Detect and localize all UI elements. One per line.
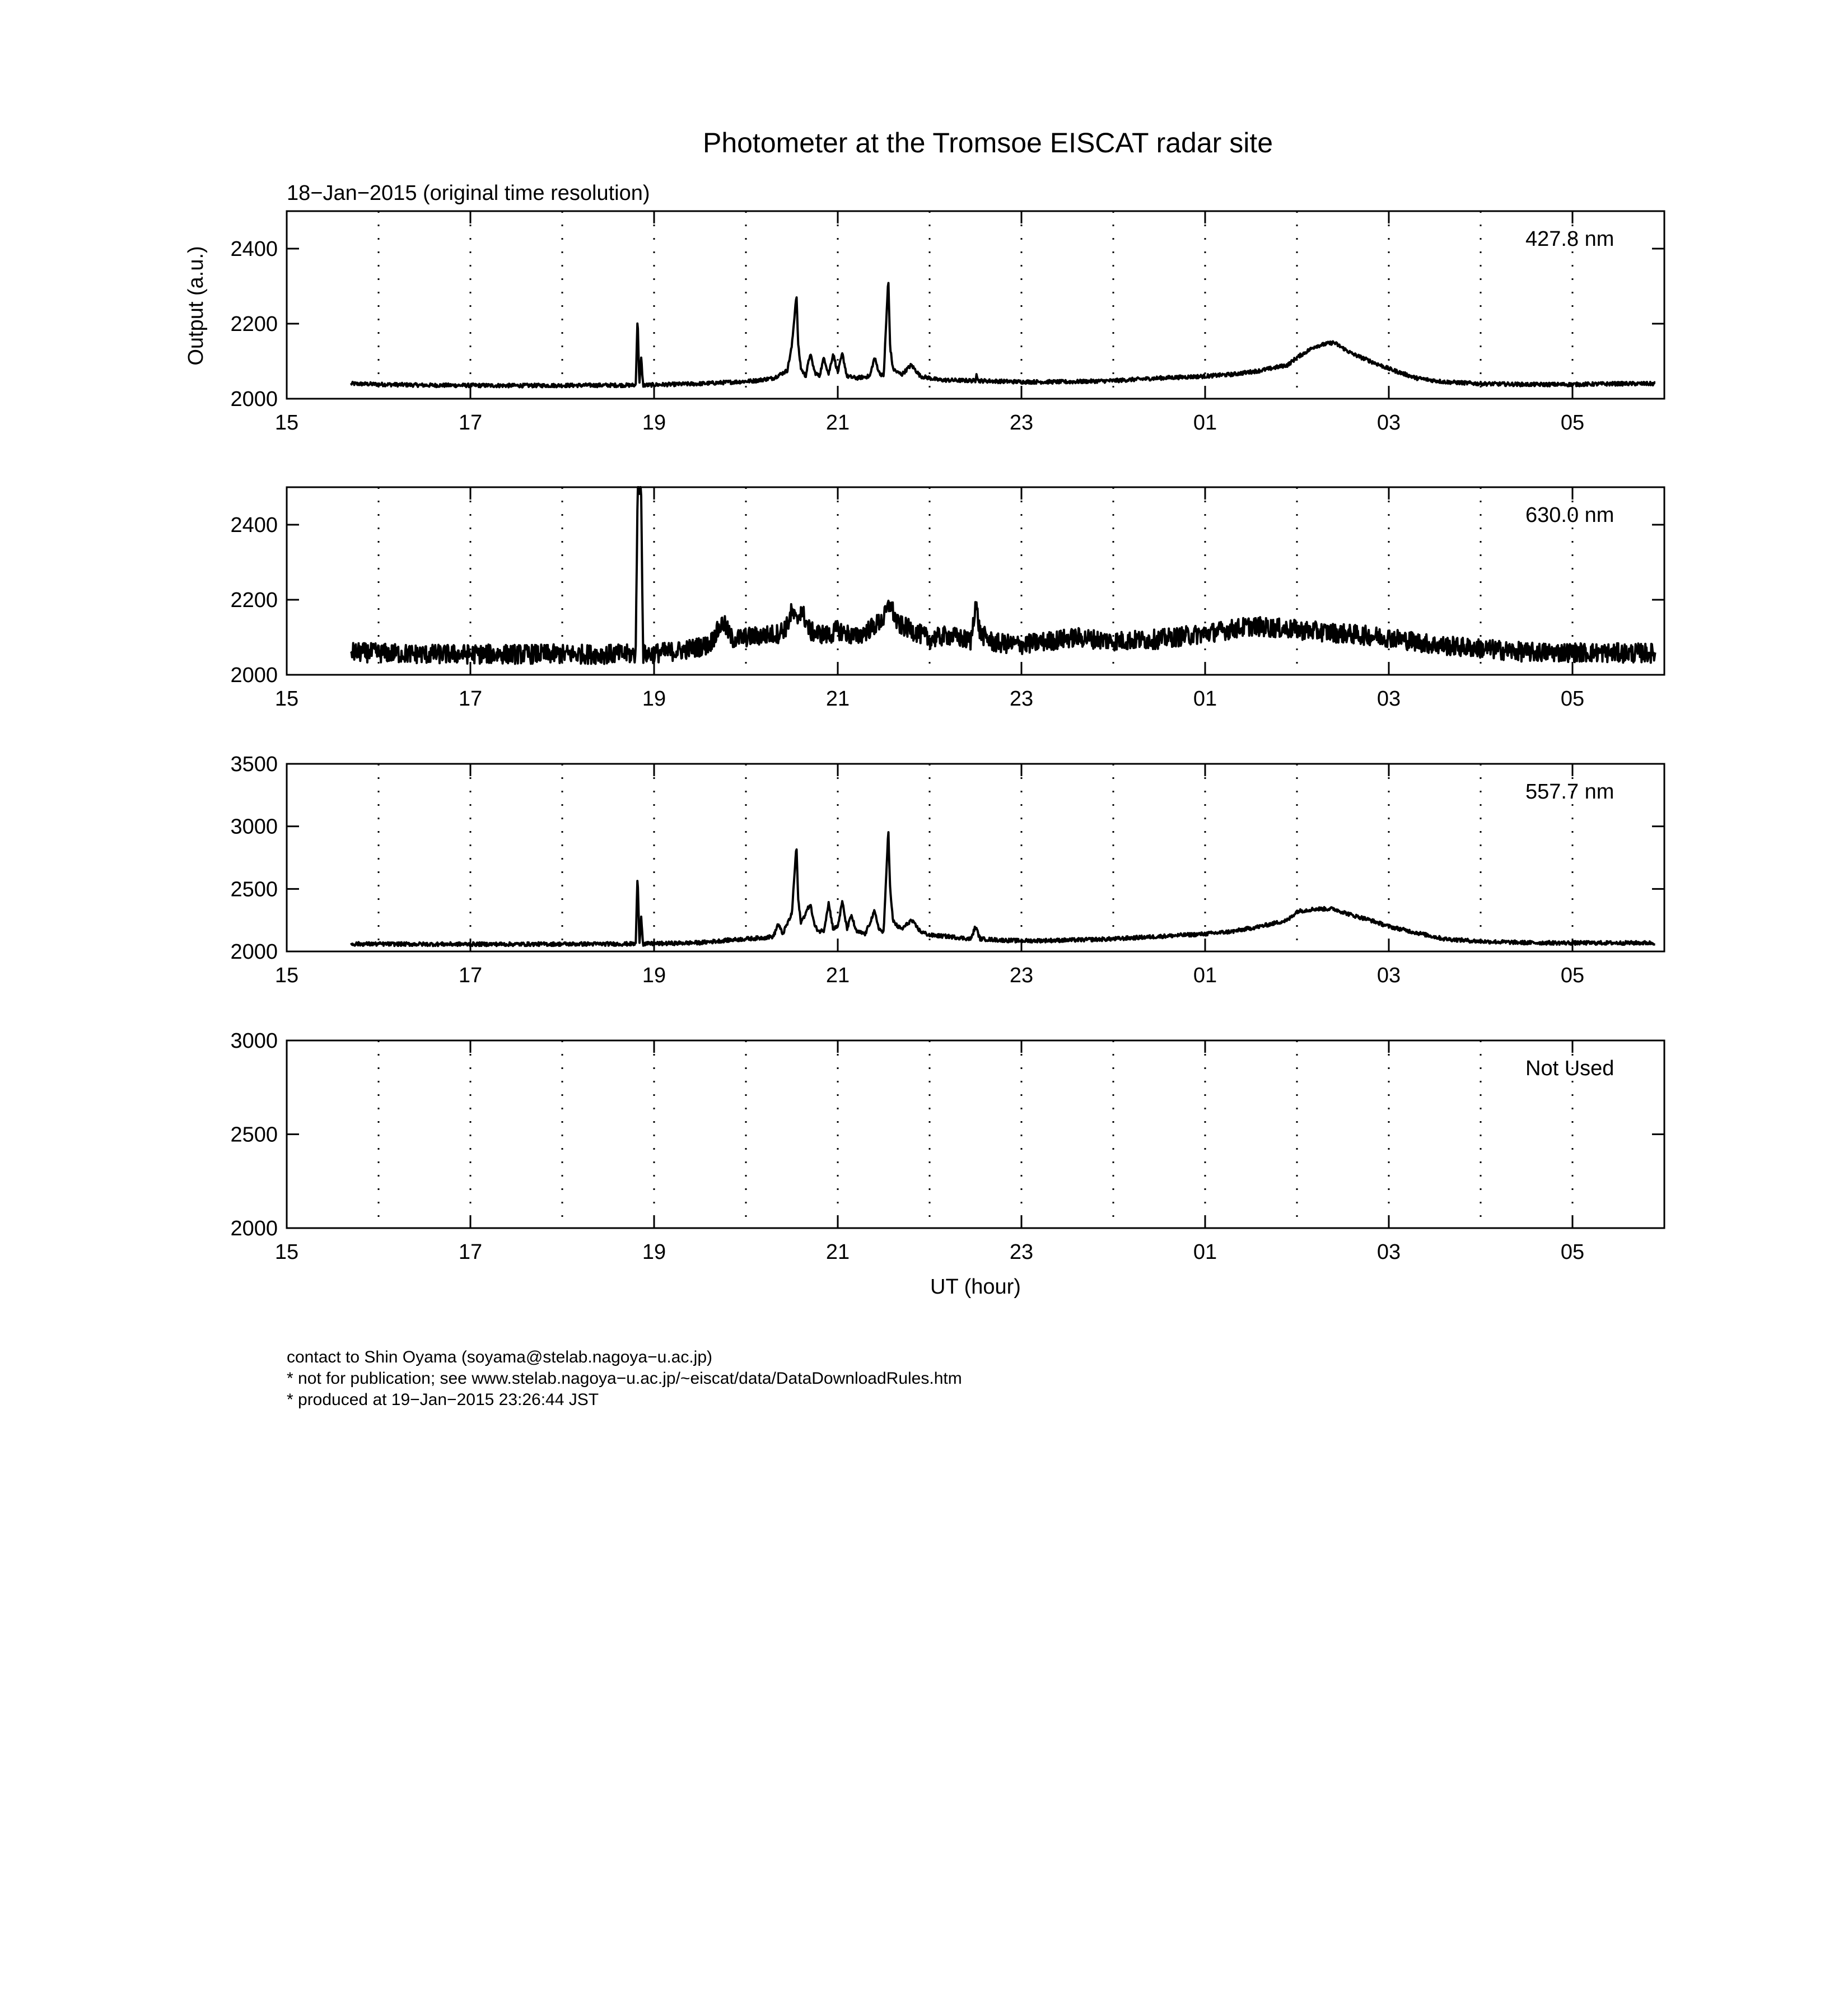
- x-tick-label: 19: [642, 687, 666, 711]
- panel-label: Not Used: [1525, 1057, 1614, 1080]
- x-axis-label: UT (hour): [930, 1275, 1021, 1299]
- x-tick-label: 03: [1376, 964, 1401, 987]
- x-tick-label: 17: [458, 964, 483, 987]
- x-tick-label: 15: [274, 1240, 299, 1264]
- panel-label: 427.8 nm: [1525, 227, 1614, 251]
- panel-3: [230, 753, 1664, 987]
- y-tick-label: 2400: [230, 237, 278, 261]
- y-tick-label: 2000: [230, 1217, 278, 1240]
- y-tick-label: 3500: [230, 753, 278, 776]
- x-tick-label: 03: [1376, 1240, 1401, 1264]
- panel-label: 557.7 nm: [1525, 780, 1614, 804]
- x-tick-label: 21: [825, 964, 850, 987]
- x-tick-label: 21: [825, 411, 850, 435]
- x-tick-label: 23: [1009, 1240, 1034, 1264]
- x-tick-label: 21: [825, 1240, 850, 1264]
- x-tick-label: 17: [458, 687, 483, 711]
- x-tick-label: 01: [1193, 687, 1217, 711]
- axes-frame: [287, 211, 1664, 399]
- y-tick-label: 3000: [230, 1029, 278, 1053]
- panels: [230, 211, 1664, 1264]
- x-tick-label: 19: [642, 411, 666, 435]
- footer-contact: contact to Shin Oyama (soyama@stelab.nagoya−u.ac.jp): [287, 1348, 713, 1366]
- panel-2: [230, 487, 1664, 711]
- x-tick-label: 21: [825, 687, 850, 711]
- x-tick-label: 03: [1376, 687, 1401, 711]
- x-tick-label: 01: [1193, 1240, 1217, 1264]
- y-tick-label: 3000: [230, 815, 278, 839]
- x-tick-label: 05: [1560, 687, 1585, 711]
- chart-title: Photometer at the Tromsoe EISCAT radar site: [702, 127, 1273, 158]
- chart-subtitle: 18−Jan−2015 (original time resolution): [287, 181, 650, 205]
- x-tick-label: 01: [1193, 411, 1217, 435]
- x-tick-label: 05: [1560, 1240, 1585, 1264]
- series-line-3: [351, 832, 1655, 946]
- x-tick-label: 15: [274, 411, 299, 435]
- y-tick-label: 2200: [230, 312, 278, 336]
- panel-1: [230, 211, 1664, 435]
- x-tick-label: 19: [642, 964, 666, 987]
- x-tick-label: 17: [458, 411, 483, 435]
- axes-frame: [287, 764, 1664, 951]
- y-tick-label: 2000: [230, 664, 278, 687]
- axes-frame: [287, 1040, 1664, 1228]
- y-tick-label: 2500: [230, 878, 278, 902]
- x-tick-label: 05: [1560, 964, 1585, 987]
- footer-rules: * not for publication; see www.stelab.nagoya−u.ac.jp/~eiscat/data/DataDownloadRules.htm: [287, 1369, 962, 1388]
- y-tick-label: 2200: [230, 589, 278, 612]
- series-line-2: [351, 487, 1655, 664]
- x-tick-label: 15: [274, 687, 299, 711]
- x-tick-label: 03: [1376, 411, 1401, 435]
- x-tick-label: 23: [1009, 964, 1034, 987]
- y-axis-label: Output (a.u.): [184, 246, 208, 366]
- series-line-1: [351, 283, 1655, 387]
- footer-produced: * produced at 19−Jan−2015 23:26:44 JST: [287, 1390, 599, 1409]
- y-tick-label: 2000: [230, 388, 278, 411]
- y-tick-label: 2400: [230, 514, 278, 537]
- x-tick-label: 19: [642, 1240, 666, 1264]
- x-tick-label: 23: [1009, 411, 1034, 435]
- x-tick-label: 05: [1560, 411, 1585, 435]
- panel-label: 630.0 nm: [1525, 503, 1614, 527]
- y-tick-label: 2000: [230, 940, 278, 964]
- x-tick-label: 23: [1009, 687, 1034, 711]
- footer: [287, 1347, 962, 1411]
- x-tick-label: 01: [1193, 964, 1217, 987]
- x-tick-label: 15: [274, 964, 299, 987]
- y-tick-label: 2500: [230, 1123, 278, 1147]
- x-tick-label: 17: [458, 1240, 483, 1264]
- panel-4: [230, 1029, 1664, 1264]
